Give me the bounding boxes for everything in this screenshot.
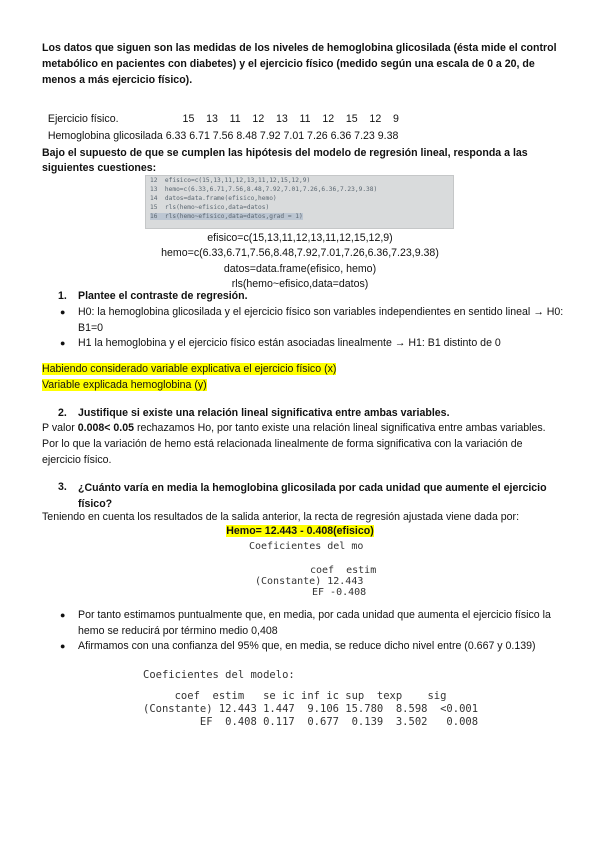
highlight-line: Variable explicada hemoglobina (y): [42, 378, 207, 391]
q1-h0: H0: la hemoglobina glicosilada y el ejercicio físico son variables independientes en sentido lineal → H0: B1=0: [78, 306, 564, 334]
code-line: datos=data.frame(efisico, hemo): [223, 262, 377, 275]
hemo-values: 6.33 6.71 7.56 8.48 7.92 7.01 7.26 6.36 7.23 9.38: [165, 130, 399, 142]
hemo-row: [42, 118, 398, 142]
q3-bullet2: Afirmamos con una confianza del 95% que, en media, se reduce dicho nivel entre (0.667 y 0.139): [78, 640, 536, 652]
exercise-label: Ejercicio físico.: [47, 113, 119, 125]
highlight-line: Habiendo considerado variable explicativa el ejercicio físico (x): [42, 363, 337, 375]
q3-intro: Teniendo en cuenta los resultados de la salida anterior, la recta de regresión ajustada viene dada por:: [42, 511, 520, 523]
bullet-icon: ●: [60, 610, 66, 620]
intro-paragraph: Los datos que siguen son las medidas de los niveles de hemoglobina glicosilada (ésta mide el control metabólico en pacientes con diabetes) y el ejercicio físico (medido según una escala de 0 a 20, de menos a más ejercicio físico).: [42, 42, 557, 86]
coef-small-row2: EF -0.408: [312, 587, 367, 598]
screenshot-line: 14 datos=data.frame(efisico,hemo): [150, 195, 277, 202]
q2-pvalue: 0.008< 0.05: [77, 422, 134, 434]
q2-answer: [42, 421, 562, 468]
code-line: efisico=c(15,13,11,12,13,11,12,15,12,9): [207, 232, 393, 244]
hemo-label: Hemoglobina glicosilada: [47, 130, 163, 142]
q2-answer-post: rechazamos Ho, por tanto existe una relación lineal significativa entre ambas variables. Por lo que la variación de hemo está relacionada linealmente de forma significativa con la variación de ejercicio físico.: [42, 422, 546, 466]
code-line: rls(hemo~efisico,data=datos): [231, 278, 369, 291]
equation-line: [0, 525, 600, 537]
bullet-icon: ●: [60, 338, 66, 348]
coef-table-header: coef estim se ic inf ic sup texp sig: [143, 690, 447, 702]
bullet-icon: ●: [60, 641, 66, 651]
screenshot-line: 15 rls(hemo~efisico,data=datos): [150, 204, 270, 211]
coef-small-title: Coeficientes del mo: [249, 541, 364, 552]
screenshot-line: 13 hemo=c(6.33,6.71,7.56,8.48,7.92,7.01,7.26,6.36,7.23,9.38): [150, 186, 378, 193]
q2-answer-pre: P valor: [42, 422, 78, 434]
code-line: hemo=c(6.33,6.71,7.56,8.48,7.92,7.01,7.26,6.36,7.23,9.38): [161, 247, 439, 260]
q3-title: ¿Cuánto varía en media la hemoglobina glicosilada por cada unidad que aumente el ejercicio físico?: [78, 482, 547, 510]
q2-title: Justifique si existe una relación lineal significativa entre ambas variables.: [78, 407, 450, 419]
assumption-heading: Bajo el supuesto de que se cumplen las hipótesis del modelo de regresión lineal, responda a las siguientes cuestiones:: [42, 147, 528, 174]
q1-number: 1.: [58, 290, 67, 302]
screenshot-line: 16 rls(hemo~efisico,data=datos,grad = 1): [150, 213, 303, 220]
q3-bullet1: Por tanto estimamos puntualmente que, en media, por cada unidad que aumenta el ejercicio físico la hemo se reducirá por término medio 0,408: [78, 609, 551, 637]
bullet-icon: ●: [60, 307, 66, 317]
coef-small-row1: (Constante) 12.443: [255, 576, 364, 587]
coef-small-header: coef estim: [310, 565, 377, 576]
coef-table-title: Coeficientes del modelo:: [143, 669, 295, 681]
q1-title: Plantee el contraste de regresión.: [78, 290, 248, 302]
screenshot-line: 12 efisico=c(15,13,11,12,13,11,12,15,12,9): [150, 177, 311, 184]
code-screenshot: [145, 175, 454, 229]
exercise-values: 15 13 11 12 13 11 12 15 12 9: [182, 113, 399, 125]
q3-number: 3.: [58, 481, 67, 493]
coef-table-row1: (Constante) 12.443 1.447 9.106 15.780 8.598 <0.001: [143, 703, 479, 715]
regression-equation: Hemo= 12.443 - 0.408(efisico): [226, 525, 374, 537]
q2-number: 2.: [58, 407, 67, 419]
coef-table-row2: EF 0.408 0.117 0.677 0.139 3.502 0.008: [143, 716, 479, 728]
q1-h1: H1 la hemoglobina y el ejercicio físico están asociadas linealmente → H1: B1 distinto de 0: [78, 337, 501, 349]
code-block: [0, 231, 600, 293]
highlight-block: [42, 362, 562, 394]
